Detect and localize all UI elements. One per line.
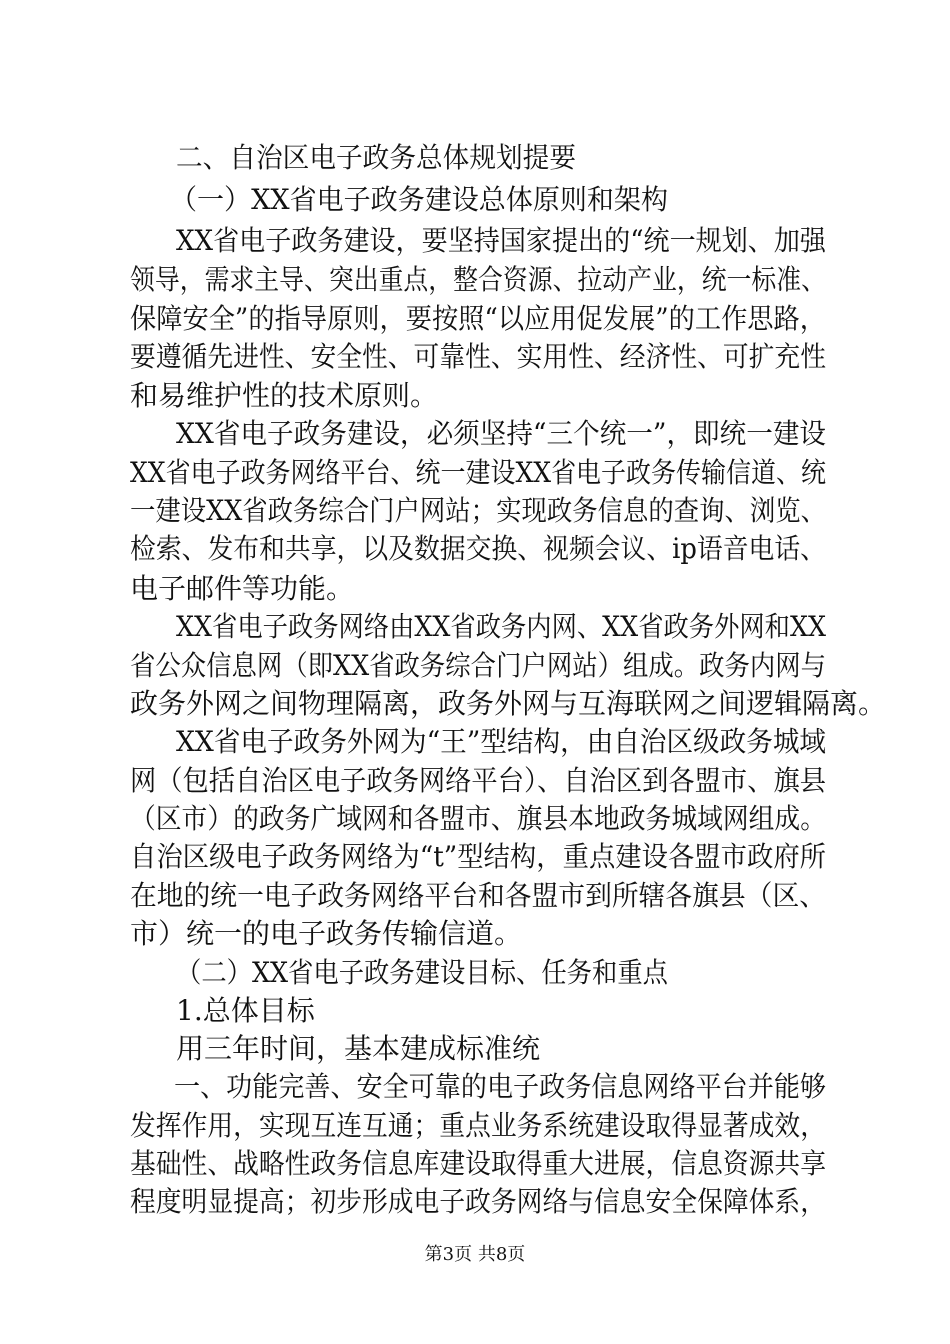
text-line — [0, 491, 950, 531]
text-line — [0, 684, 950, 724]
text-line-content: 自治区级电子政务网络为“t”型结构，重点建设各盟市政府所 — [130, 840, 826, 873]
text-line — [0, 876, 950, 916]
text-line — [0, 1144, 950, 1184]
text-line — [0, 529, 950, 569]
text-line-content: 和易维护性的技术原则。 — [130, 379, 439, 412]
text-line-content: 领导，需求主导、突出重点，整合资源、拉动产业，统一标准、 — [130, 263, 826, 296]
text-line — [0, 799, 950, 839]
text-line-content: XX省电子政务网络平台、统一建设XX省电子政务传输信道、统 — [130, 456, 826, 489]
text-line-content: 用三年时间，基本建成标准统 — [176, 1032, 541, 1065]
text-line — [0, 180, 950, 220]
text-line-content: （区市）的政务广域网和各盟市、旗县本地政务城域网组成。 — [130, 802, 826, 835]
text-line-content: XX省电子政务建设，必须坚持“三个统一”，即统一建设 — [176, 417, 826, 450]
text-line — [0, 914, 950, 954]
text-line — [0, 414, 950, 454]
text-line-content: 在地的统一电子政务网络平台和各盟市到所辖各旗县（区、 — [130, 879, 826, 912]
text-line-content: 一、功能完善、安全可靠的电子政务信息网络平台并能够 — [174, 1070, 826, 1103]
text-line-content: 二、自治区电子政务总体规划提要 — [176, 141, 576, 174]
text-line-content: 基础性、战略性政务信息库建设取得重大进展，信息资源共享 — [130, 1147, 826, 1180]
text-line — [0, 337, 950, 377]
text-line — [0, 221, 950, 261]
text-line-content: XX省电子政务外网为“王”型结构，由自治区级政务城域 — [176, 725, 826, 758]
text-line-content: XX省电子政务建设，要坚持国家提出的“统一规划、加强 — [176, 224, 826, 257]
text-line — [0, 837, 950, 877]
text-line — [0, 569, 950, 609]
text-line-content: 政务外网之间物理隔离，政务外网与互海联网之间逻辑隔离。 — [130, 687, 887, 720]
text-line — [0, 1029, 950, 1069]
text-line-content: 网（包括自治区电子政务网络平台）、自治区到各盟市、旗县 — [130, 764, 826, 797]
text-line — [0, 607, 950, 647]
text-line — [0, 722, 950, 762]
text-line — [0, 453, 950, 493]
text-line-content: XX省电子政务网络由XX省政务内网、XX省政务外网和XX — [176, 610, 826, 643]
text-line-content: （一）XX省电子政务建设总体原则和架构 — [170, 183, 668, 216]
text-line — [0, 260, 950, 300]
text-line-content: 省公众信息网（即XX省政务综合门户网站）组成。政务内网与 — [130, 649, 826, 682]
page-footer: 第3页 共8页 — [424, 1244, 526, 1265]
text-line-content: 电子邮件等功能。 — [130, 572, 355, 605]
text-line-content: 1.总体目标 — [176, 994, 315, 1027]
text-line-content: 发挥作用，实现互连互通；重点业务系统建设取得显著成效， — [130, 1109, 826, 1142]
text-line — [0, 1067, 950, 1107]
text-line-content: （二）XX省电子政务建设目标、任务和重点 — [176, 956, 668, 989]
text-line-content: 要遵循先进性、安全性、可靠性、实用性、经济性、可扩充性 — [130, 340, 826, 373]
text-line-content: 程度明显提高；初步形成电子政务网络与信息安全保障体系， — [130, 1185, 826, 1218]
text-line-content: 检索、发布和共享，以及数据交换、视频会议、ip语音电话、 — [130, 532, 826, 565]
text-line-content: 一建设XX省政务综合门户网站；实现政务信息的查询、浏览、 — [130, 494, 826, 527]
text-line-content: 保障安全”的指导原则，要按照“以应用促发展”的工作思路， — [130, 302, 826, 335]
text-line — [0, 646, 950, 686]
text-line — [0, 953, 950, 993]
text-line — [0, 991, 950, 1031]
text-line — [0, 138, 950, 178]
text-line — [0, 376, 950, 416]
text-line — [0, 1106, 950, 1146]
text-line — [0, 1182, 950, 1222]
text-line — [0, 299, 950, 339]
text-line — [0, 761, 950, 801]
text-line-content: 市）统一的电子政务传输信道。 — [130, 917, 523, 950]
